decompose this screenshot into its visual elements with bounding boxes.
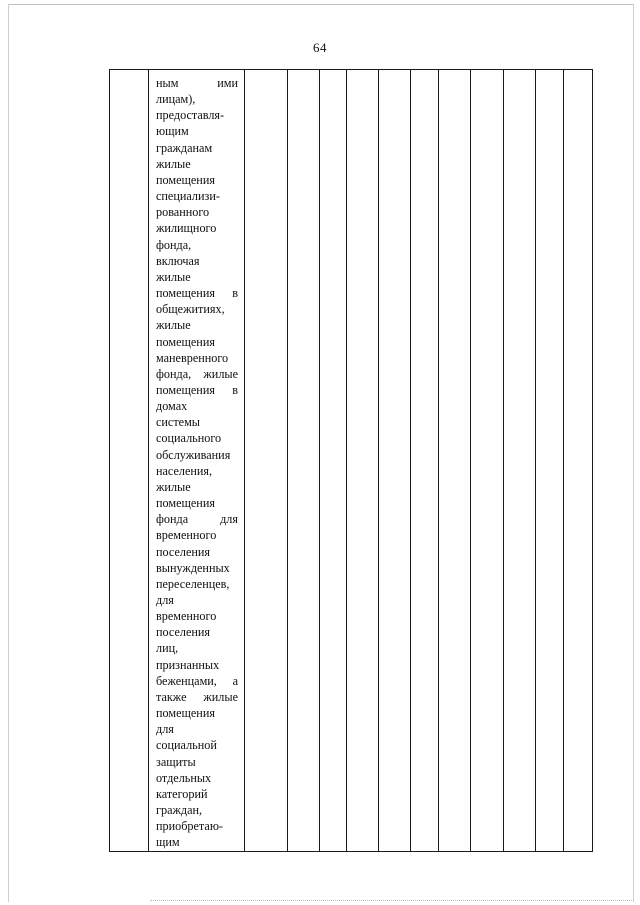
text-line: фонда для bbox=[156, 512, 238, 527]
text-line: беженцами, а bbox=[156, 673, 238, 688]
text-line: временного bbox=[156, 609, 217, 624]
text-line: отдельных bbox=[156, 770, 212, 785]
page-border-bottom bbox=[150, 900, 634, 902]
text-line: помещения bbox=[156, 172, 215, 187]
text-line: населения, bbox=[156, 463, 213, 478]
text-line: лицам), bbox=[156, 92, 196, 107]
text-line: специализи- bbox=[156, 189, 220, 204]
text-line: категорий bbox=[156, 786, 208, 801]
text-line: поселения bbox=[156, 544, 211, 559]
text-line: маневренного bbox=[156, 350, 229, 365]
text-line: щим bbox=[156, 835, 180, 850]
table-cell bbox=[536, 70, 564, 852]
text-line: помещения в bbox=[156, 382, 238, 397]
page-number: 64 bbox=[313, 40, 327, 55]
table-cell bbox=[379, 70, 411, 852]
text-line: фонда, bbox=[156, 237, 192, 252]
table-cell bbox=[320, 70, 347, 852]
table-row bbox=[110, 70, 593, 852]
text-line: ным ими bbox=[156, 76, 238, 90]
table-cell bbox=[504, 70, 536, 852]
page-border-left bbox=[8, 4, 10, 902]
table-cell bbox=[564, 70, 593, 852]
table-cell bbox=[439, 70, 471, 852]
text-line: вынужденных bbox=[156, 560, 230, 575]
text-line: переселенцев, bbox=[156, 576, 230, 591]
text-line: жилые bbox=[156, 156, 191, 171]
page-border-right bbox=[633, 4, 635, 902]
text-line: лиц, bbox=[156, 641, 179, 656]
text-line: включая bbox=[156, 253, 200, 268]
text-line: жилые bbox=[156, 479, 191, 494]
text-line: гражданам bbox=[156, 140, 213, 155]
text-line: общежитиях, bbox=[156, 302, 225, 317]
table-cell bbox=[245, 70, 288, 852]
table-cell bbox=[411, 70, 439, 852]
text-line: приобретаю- bbox=[156, 819, 223, 834]
text-line: ющим bbox=[156, 124, 189, 139]
table-cell bbox=[347, 70, 379, 852]
text-line: поселения bbox=[156, 625, 211, 640]
text-line: защиты bbox=[156, 754, 196, 769]
text-line: для bbox=[156, 593, 174, 607]
text-line: обслуживания bbox=[156, 447, 231, 462]
text-line: признанных bbox=[156, 657, 220, 672]
page-border-top bbox=[8, 4, 634, 6]
text-line: фонда, жилые bbox=[156, 366, 238, 381]
text-line: жилищного bbox=[156, 221, 217, 236]
text-line: жилые bbox=[156, 318, 191, 333]
text-line: социального bbox=[156, 431, 222, 446]
number-cell bbox=[110, 70, 149, 852]
text-line: системы bbox=[156, 415, 200, 430]
text-line: помещения bbox=[156, 706, 215, 721]
text-line: домах bbox=[156, 399, 188, 414]
text-line: также жилые bbox=[156, 689, 238, 704]
text-line: помещения bbox=[156, 496, 215, 511]
table-cell bbox=[471, 70, 504, 852]
text-line: помещения в bbox=[156, 286, 238, 301]
text-line: помещения bbox=[156, 334, 215, 349]
table-cell bbox=[288, 70, 320, 852]
text-line: предоставля- bbox=[156, 108, 225, 123]
text-line: временного bbox=[156, 528, 217, 543]
description-cell bbox=[149, 70, 245, 852]
text-line: социальной bbox=[156, 738, 217, 753]
text-line: для bbox=[156, 722, 174, 737]
text-line: жилые bbox=[156, 269, 191, 284]
text-line: граждан, bbox=[156, 803, 203, 818]
document-table bbox=[109, 69, 593, 852]
text-line: рованного bbox=[156, 205, 210, 220]
